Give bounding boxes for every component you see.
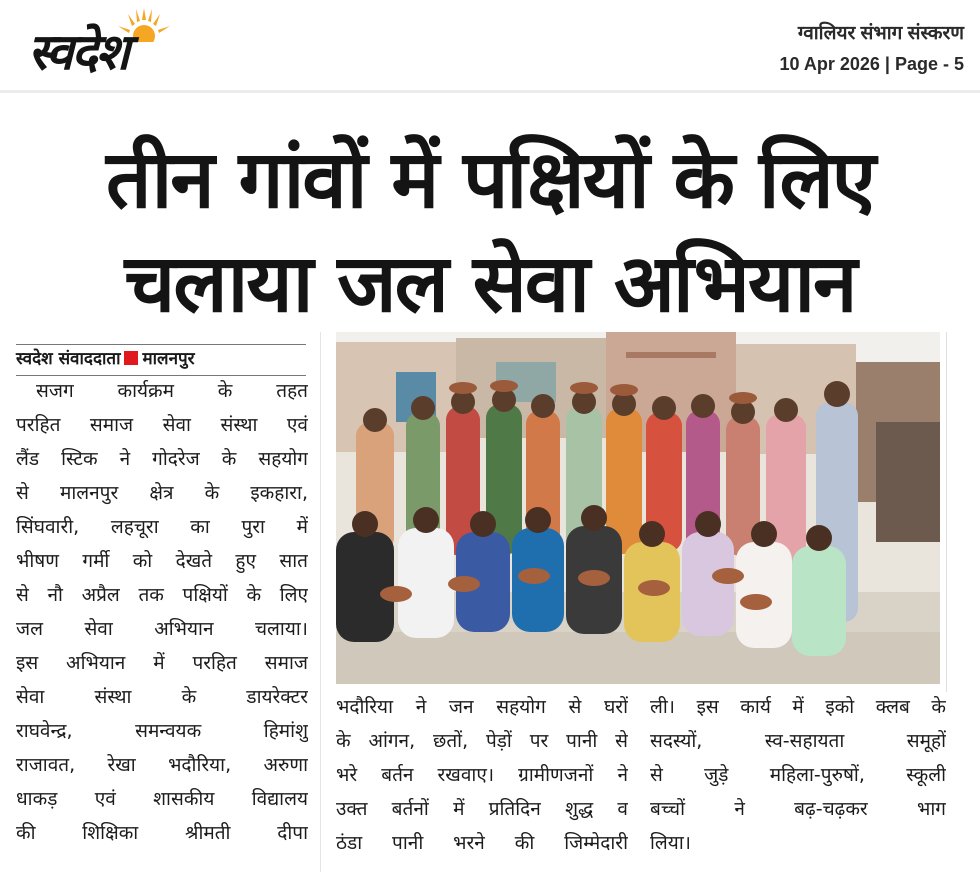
text-line: भदौरिया ने जन सहयोग से घरों [336, 696, 628, 718]
text-line: सिंघवारी, लहचूरा का पुरा में [16, 516, 308, 538]
headline [0, 128, 980, 336]
text-line: धाकड़ एवं शासकीय विद्यालय [16, 788, 308, 810]
text-line: ली। इस कार्य में इको क्लब के [650, 696, 946, 718]
headline-line-2: चलाया जल सेवा अभियान [124, 237, 856, 330]
text-line: लैंड स्टिक ने गोदरेज के सहयोग [16, 448, 308, 470]
byline-marker [124, 351, 138, 365]
text-line: सदस्यों, स्व-सहायता समूहों [650, 730, 946, 752]
text-line: राजावत, रेखा भदौरिया, अरुणा [16, 754, 308, 776]
header-rule [0, 90, 980, 93]
text-line: बच्चों ने बढ़-चढ़कर भाग [650, 798, 946, 820]
text-line: जल सेवा अभियान चलाया। [16, 618, 308, 640]
byline-reporter: स्वदेश संवाददाता [16, 349, 121, 369]
column-divider [320, 332, 321, 872]
text-line: से नौ अप्रैल तक पक्षियों के लिए [16, 584, 308, 606]
newspaper-logo [28, 6, 238, 86]
byline [16, 344, 306, 376]
text-line: लिया। [650, 832, 691, 854]
article-column-2 [336, 690, 628, 860]
article-column-3 [650, 690, 946, 860]
article-column-1 [16, 374, 308, 850]
text-line: भीषण गर्मी को देखते हुए सात [16, 550, 308, 572]
text-line: के आंगन, छतों, पेड़ों पर पानी से [336, 730, 628, 752]
text-line: सेवा संस्था के डायरेक्टर [16, 686, 308, 708]
column-divider [946, 332, 947, 692]
text-line: परहित समाज सेवा संस्था एवं [16, 414, 308, 436]
text-line: ठंडा पानी भरने की जिम्मेदारी [336, 832, 628, 854]
text-line: सजग कार्यक्रम के तहत [36, 380, 308, 402]
text-line: उक्त बर्तनों में प्रतिदिन शुद्ध व [336, 798, 628, 820]
edition-name: ग्वालियर संभाग संस्करण [797, 23, 964, 44]
text-line: राघवेन्द्र, समन्वयक हिमांशु [16, 720, 308, 742]
date-page: 10 Apr 2026 | Page - 5 [779, 54, 964, 74]
text-line: से जुड़े महिला-पुरुषों, स्कूली [650, 764, 946, 786]
text-line: से मालनपुर क्षेत्र के इकहारा, [16, 482, 308, 504]
headline-line-1: तीन गांवों में पक्षियों के लिए [105, 133, 875, 226]
text-line: भरे बर्तन रखवाए। ग्रामीणजनों ने [336, 764, 628, 786]
byline-location: मालनपुर [142, 349, 195, 369]
masthead [0, 0, 980, 88]
text-line: की शिक्षिका श्रीमती दीपा [16, 822, 308, 844]
logo-text: स्वदेश [28, 23, 128, 81]
edition-info [780, 22, 964, 78]
news-photo [336, 332, 940, 684]
text-line: इस अभियान में परहित समाज [16, 652, 308, 674]
